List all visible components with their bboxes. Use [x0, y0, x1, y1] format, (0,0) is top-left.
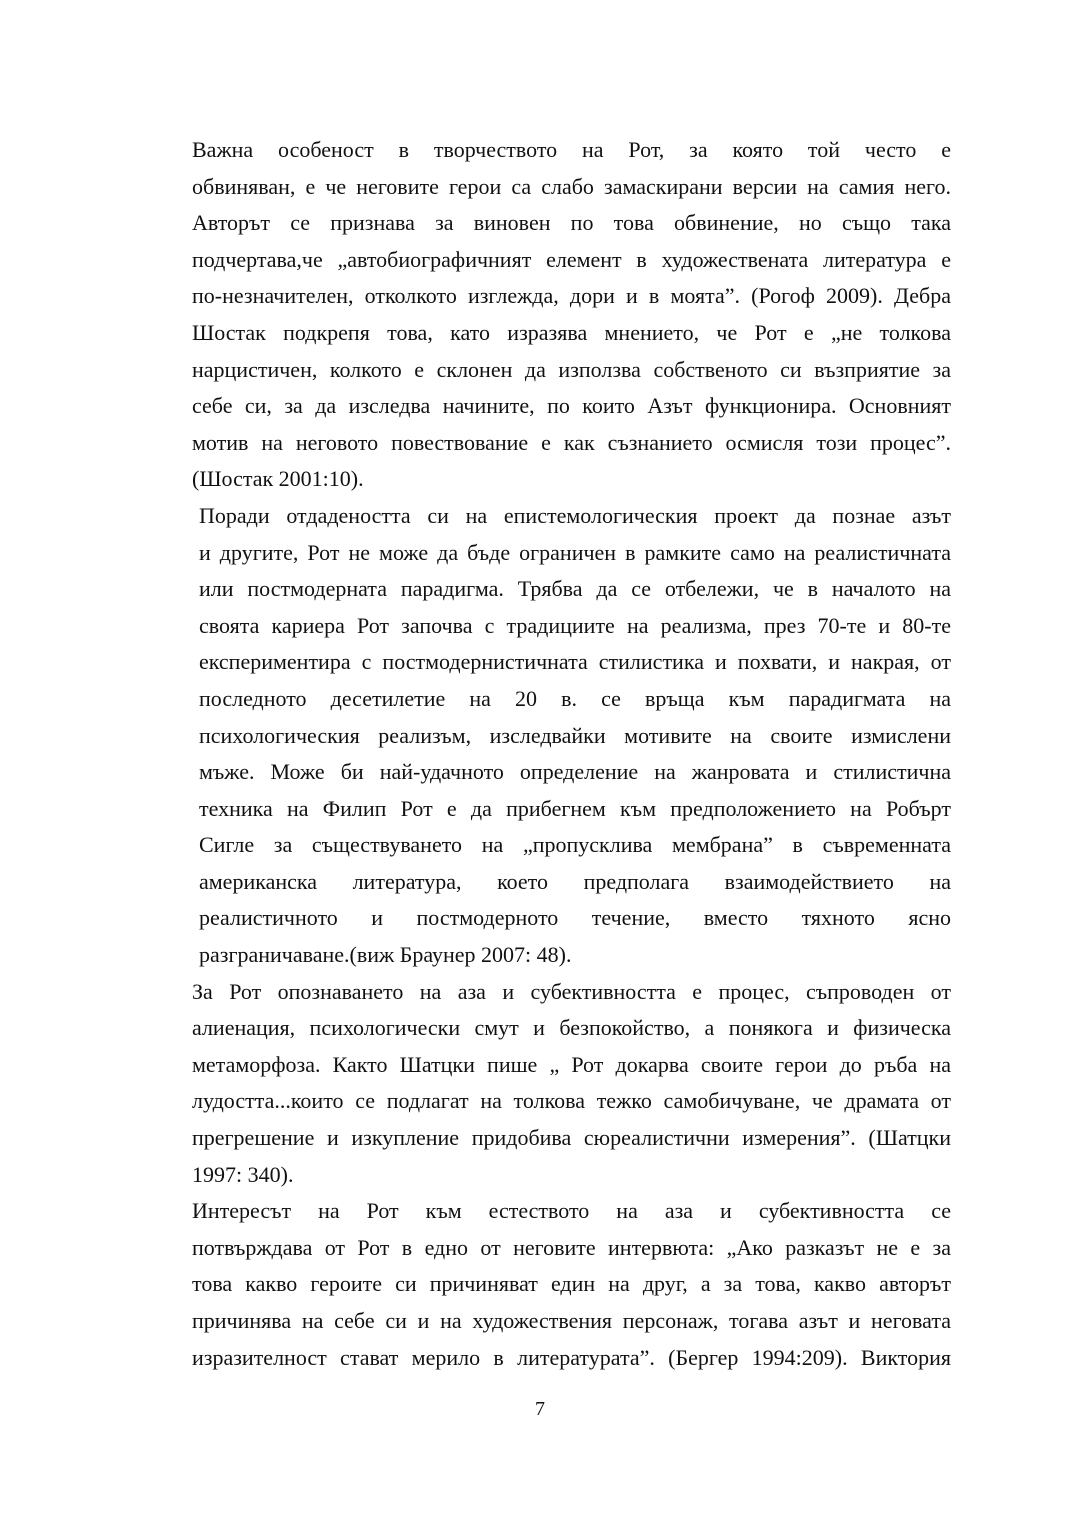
- paragraph-2: [129, 498, 951, 974]
- text-line: последното десетилетие на 20 в. се връща към парадигмата на: [199, 685, 951, 711]
- text-line: по-незначителен, отколкото изглежда, дори и в моята”. (Рогоф 2009). Дебра: [192, 283, 951, 309]
- text-line: своята кариера Рот започва с традициите на реализма, през 70-те и 80-те: [199, 612, 951, 638]
- text-line: и другите, Рот не може да бъде ограничен в рамките само на реалистичната: [199, 539, 951, 565]
- text-line: или постмодерната парадигма. Трябва да се отбележи, че в началото на: [199, 576, 951, 602]
- text-line: Поради отдадеността си на епистемологическия проект да познае азът: [199, 502, 951, 528]
- text-line: (Шостак 2001:10).: [192, 466, 364, 492]
- text-line: прегрешение и изкупление придобива сюреалистични измерения”. (Шатцки: [192, 1125, 951, 1151]
- text-line: Шостак подкрепя това, като изразява мнението, че Рот е „не толкова: [192, 319, 951, 345]
- text-line: разграничаване.(виж Браунер 2007: 48).: [199, 942, 572, 968]
- text-line: изразителност стават мерило в литературата”. (Бергер 1994:209). Виктория: [192, 1344, 951, 1370]
- page-number: 7: [535, 1398, 545, 1420]
- text-line: психологическия реализъм, изследвайки мотивите на своите измислени: [199, 722, 951, 748]
- text-line: обвиняван, е че неговите герои са слабо замаскирани версии на самия него.: [192, 173, 951, 199]
- text-line: техника на Филип Рот е да прибегнем към предположението на Робърт: [199, 795, 951, 821]
- text-line: 1997: 340).: [192, 1161, 294, 1187]
- text-line: това какво героите си причиняват един на друг, а за това, какво авторът: [192, 1271, 951, 1297]
- text-line: мотив на неговото повествование е как съзнанието осмисля този процес”.: [192, 429, 951, 455]
- paragraph-3: [129, 974, 951, 1194]
- text-line: Сигле за съществуването на „пропусклива мембрана” в съвременната: [199, 832, 951, 858]
- text-line: метаморфоза. Както Шатцки пише „ Рот докарва своите герои до ръба на: [192, 1051, 951, 1077]
- text-line: Авторът се признава за виновен по това обвинение, но също така: [192, 210, 951, 236]
- text-line: алиенация, психологически смут и безпокойство, а понякога и физическа: [192, 1015, 951, 1041]
- paragraph-1: [129, 132, 951, 498]
- text-line: експериментира с постмодернистичната стилистика и похвати, и накрая, от: [199, 649, 951, 675]
- text-line: подчертава,че „автобиографичният елемент в художествената литература е: [192, 246, 951, 272]
- text-line: себе си, за да изследва начините, по които Азът функционира. Основният: [192, 393, 951, 419]
- text-line: потвърждава от Рот в едно от неговите интервюта: „Ако разказът не е за: [192, 1234, 951, 1260]
- paragraph-4: [129, 1193, 951, 1376]
- text-line: лудостта...които се подлагат на толкова тежко самобичуване, че драмата от: [192, 1088, 951, 1114]
- text-line: американска литература, което предполага взаимодействието на: [199, 868, 951, 894]
- text-line: нарцистичен, колкото е склонен да използва собственото си възприятие за: [192, 356, 951, 382]
- text-line: мъже. Може би най-удачното определение на жанровата и стилистична: [199, 759, 951, 785]
- text-line: За Рот опознаването на аза и субективността е процес, съпроводен от: [192, 978, 951, 1004]
- text-line: причинява на себе си и на художествения персонаж, тогава азът и неговата: [192, 1308, 951, 1333]
- text-line: Интересът на Рот към естеството на аза и субективността се: [192, 1198, 951, 1224]
- body-text: [129, 132, 951, 1376]
- text-line: Важна особеност в творчеството на Рот, за която той често е: [192, 137, 951, 162]
- text-line: реалистичното и постмодерното течение, вместо тяхното ясно: [199, 905, 951, 931]
